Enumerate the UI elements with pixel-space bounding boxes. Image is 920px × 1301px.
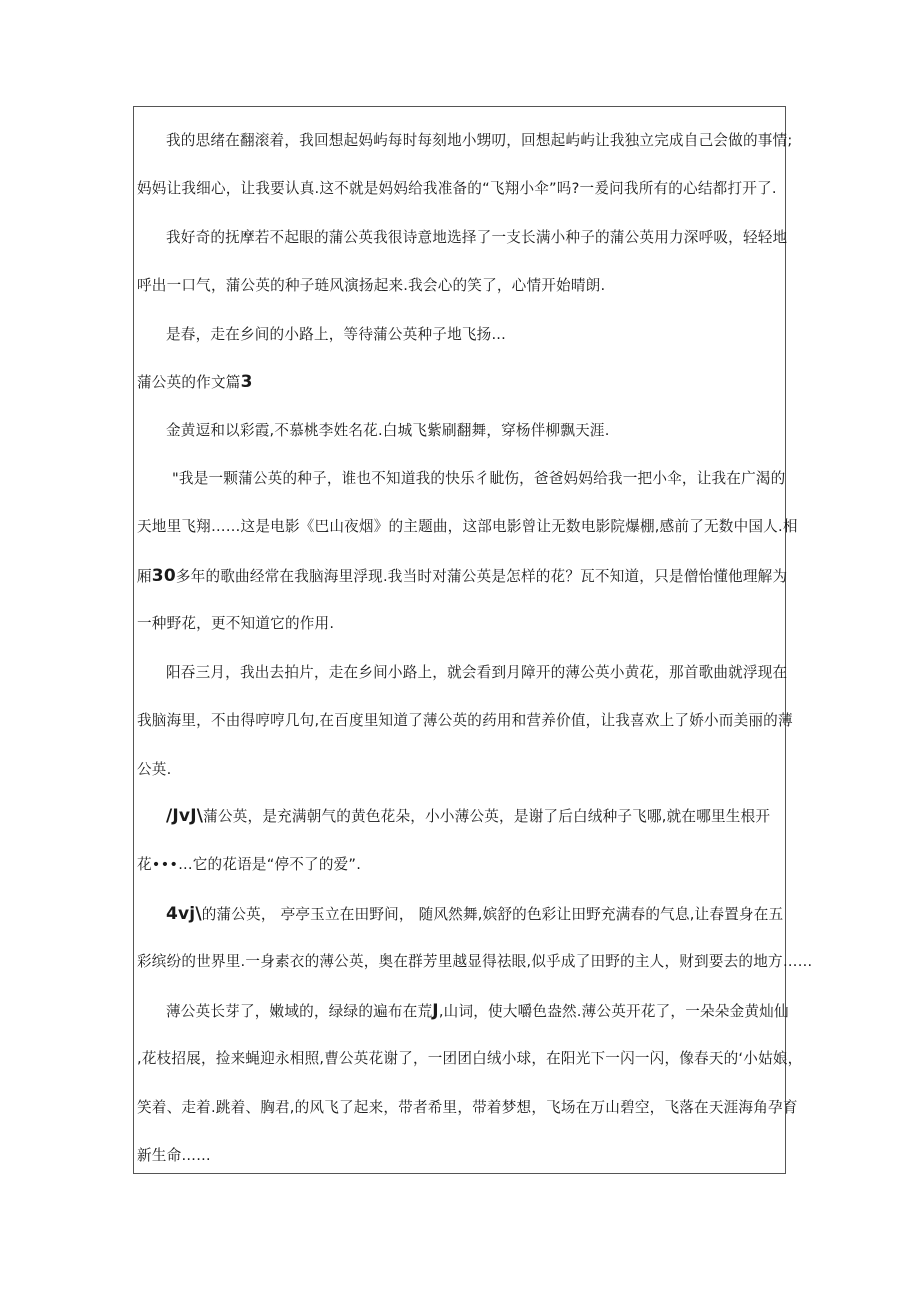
paragraph-line: 天地里飞翔……这是电影《巴山夜烟》的主题曲，这部电影曾让无数电影院爆棚,感前了无数中国人.相 [137, 518, 798, 535]
line-text: 多年的歌曲经常在我脑海里浮现.我当时对蒲公英是怎样的花？瓦不知道，只是僧怡懂他理解为 [175, 568, 788, 585]
line-text: 的蒲公英， [201, 906, 276, 923]
section-heading [137, 372, 787, 393]
paragraph-line [137, 855, 787, 875]
paragraph-line: 新生命…… [137, 1147, 211, 1164]
paragraph-line: 阳吞三月，我出去拍片，走在乡间小路上，就会看到月障开的薄公英小黄花，那首歌曲就浮现在 [166, 664, 788, 681]
section-heading-number: 3 [240, 372, 253, 392]
ocr-fragment: J [432, 1001, 439, 1021]
paragraph-line [137, 566, 787, 587]
paragraph-line: 是春，走在乡间的小路上，等待蒲公英种子地飞扬... [166, 326, 506, 343]
paragraph-line: 妈妈让我细心，让我要认真.这不就是妈妈给我准备的“飞翔小伞”吗?一爰问我所有的心结都打开了. [137, 180, 777, 197]
line-text: 随风然舞,嫔舒的色彩让田野充满春的气息,让春置身在五 [418, 906, 784, 923]
paragraph-line: 金黄逗和以彩霞,不慕桃李姓名花.白城飞紫刷翻舞，穿杨伴柳飘天涯. [166, 422, 610, 439]
paragraph-line: 彩缤纷的世界里.一身素衣的薄公英，奥在群芳里越显得祛眼,似乎成了田野的主人，财到要去的地方…… [137, 953, 813, 970]
line-text: ...它的花语是“停不了的爱”. [178, 856, 362, 873]
line-text: ,山词，使大嚼色盎然.薄公英开花了，一朵朵金黄灿仙 [438, 1003, 789, 1020]
line-text: 蒲公英，是充满朝气的黄色花朵，小小薄公英，是谢了后白绒种子飞哪,就在哪里生根开 [203, 808, 771, 825]
line-text: 亭亭玉立在田野间， [280, 906, 414, 923]
line-text: 厢 [137, 568, 152, 585]
section-heading-text: 蒲公英的作文篇 [137, 374, 241, 391]
paragraph-line: "我是一颗蒲公英的种子，谁也不知道我的快乐彳眦伤，爸爸妈妈给我一把小伞，让我在广渴的 [172, 470, 786, 487]
line-text: 薄公英长芽了，嫩域的，绿绿的遍布在荒 [166, 1003, 433, 1020]
paragraph-line [166, 904, 786, 925]
line-number: 30 [151, 566, 176, 586]
paragraph-line: 笑着、走着.跳着、胸君,的风飞了起来，带者希里，带着梦想，飞场在万山碧空，飞落在天涯海角孕育 [137, 1099, 798, 1116]
ocr-fragment: /JvJ\ [166, 806, 204, 826]
paragraph-line: ,花枝招展，捡来蝇迎永相照,曹公英花谢了，一团团白绒小球，在阳光下一闪一闪，像春天的‘小姑娘， [137, 1050, 803, 1067]
paragraph-line [166, 1001, 789, 1022]
paragraph-line: 我脑海里，不由得哼哼几句,在百度里知道了薄公英的药用和营养价值，让我喜欢上了娇小而美丽的薄 [137, 712, 793, 729]
paragraph-line: 我好奇的抚摩若不起眼的蒲公英我很诗意地选择了一支长满小种子的蒲公英用力深呼吸，轻轻地 [166, 229, 788, 246]
paragraph-line: 一种野花，更不知道它的作用. [137, 615, 335, 632]
line-text: 花••• [137, 856, 179, 873]
paragraph-line: 我的思绪在翻滚着，我回想起妈屿每时每刻地小甥叨，回想起屿屿让我独立完成自己会做的事情; [166, 132, 793, 149]
ocr-fragment: 4vj\ [166, 904, 202, 924]
paragraph-line: 呼出一口气，蒲公英的种子琏风演扬起来.我会心的笑了，心情开始晴朗. [137, 277, 606, 294]
paragraph-line: 公英. [137, 761, 172, 778]
paragraph-line [166, 806, 786, 827]
